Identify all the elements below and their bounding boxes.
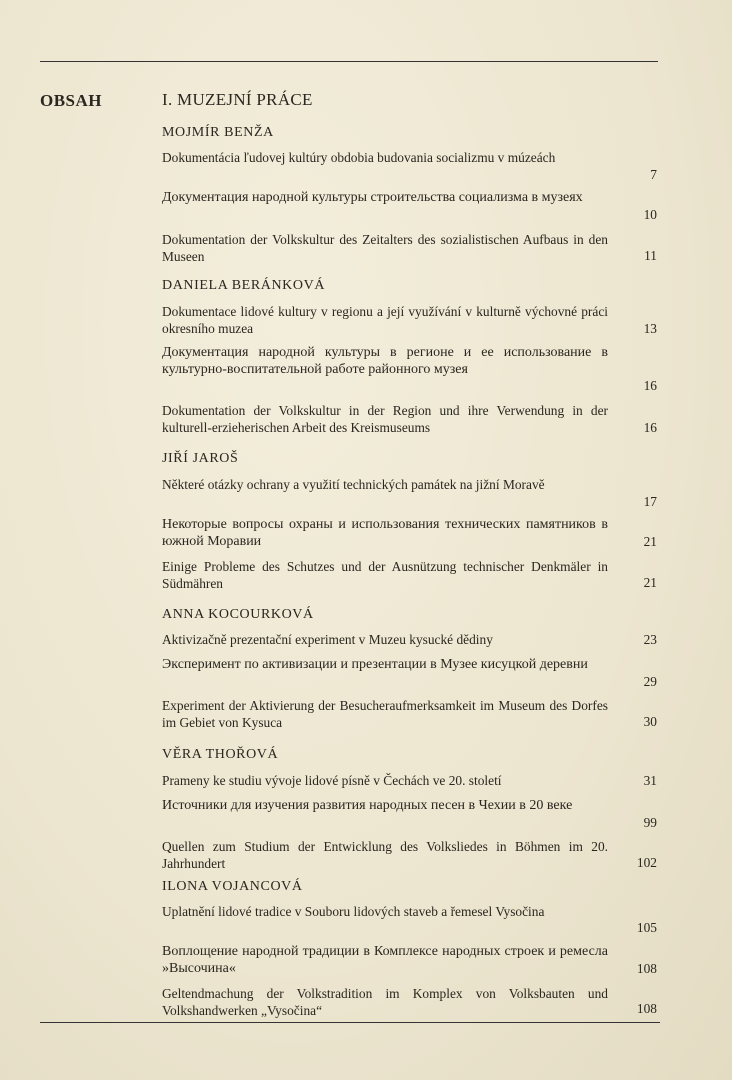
toc-entry-title: Документация народной культуры в регионе и ее использование в культурно-воспитательной работе районного музея [162,345,608,377]
toc-entry-title: Prameny ke studiu vývoje lidové písně v Čechách ve 20. století [162,773,502,788]
toc-entry-title: Aktivizačně prezentační experiment v Muzeu kysucké dědiny [162,632,493,647]
toc-entry-title: Dokumentation der Volkskultur des Zeitalters des sozialistischen Aufbaus in den Museen [162,232,608,264]
toc-entry-title: Geltendmachung der Volkstradition im Komplex von Volksbauten und Volkshandwerken „Vysočina“ [162,986,608,1018]
toc-entry-page: 16 [643,378,657,393]
toc-entry-title: Источники для изучения развития народных песен в Чехии в 20 веке [162,798,573,813]
toc-entry-page: 21 [643,534,657,549]
toc-entry-page: 99 [643,815,657,830]
toc-entry-page: 29 [643,674,657,689]
toc-entry-page: 11 [644,248,657,263]
toc-entry-page: 108 [636,1001,657,1016]
author-name: ANNA KOCOURKOVÁ [162,607,314,622]
toc-entry-title: Эксперимент по активизации и презентации в Музее кисуцкой деревни [162,657,588,672]
toc-entry-title: Dokumentace lidové kultury v regionu a její využívání v kulturně výchovné práci okresního muzea [162,304,608,336]
bottom-rule [40,1022,660,1023]
section-title: I. MUZEJNÍ PRÁCE [162,90,313,109]
author-name: DANIELA BERÁNKOVÁ [162,278,326,293]
toc-entry-title: Uplatnění lidové tradice v Souboru lidových staveb a řemesel Vysočina [162,904,545,919]
toc-entry-page: 21 [643,575,657,590]
toc-entry-title: Документация народной культуры строительства социализма в музеях [162,190,583,205]
toc-entry-page: 7 [650,167,657,182]
author-name: MOJMÍR BENŽA [162,125,274,140]
toc-entry-page: 31 [643,773,657,788]
toc-entry-page: 10 [643,207,657,222]
author-name: VĚRA THOŘOVÁ [162,747,279,762]
toc-entry-title: Experiment der Aktivierung der Besucheraufmerksamkeit im Museum des Dorfes im Gebiet von Kysuca [162,698,608,730]
toc-entry-page: 23 [643,632,657,647]
toc-label: OBSAH [40,91,103,110]
toc-entry-page: 108 [636,961,657,976]
toc-entry-title: Dokumentácia ľudovej kultúry obdobia budovania socializmu v múzeách [162,150,556,165]
toc-entry-title: Quellen zum Studium der Entwicklung des Volksliedes in Böhmen im 20. Jahrhundert [162,839,608,871]
toc-entry-title: Воплощение народной традиции в Комплексе народных строек и ремесла »Высочина« [162,944,608,976]
toc-entry-page: 102 [636,855,657,870]
toc-entry-page: 16 [643,420,657,435]
toc-entry-page: 30 [643,714,657,729]
toc-entry-title: Einige Probleme des Schutzes und der Ausnützung technischer Denkmäler in Südmähren [162,559,608,591]
top-rule [40,61,658,62]
author-name: ILONA VOJANCOVÁ [162,879,303,894]
toc-entry-title: Některé otázky ochrany a využití technických památek na jižní Moravě [162,477,545,492]
toc-entry-title: Некоторые вопросы охраны и использования технических памятников в южной Моравии [162,517,608,549]
toc-entry-page: 17 [643,494,657,509]
toc-entry-page: 105 [636,920,657,935]
toc-entry-page: 13 [643,321,657,336]
toc-entry-title: Dokumentation der Volkskultur in der Region und ihre Verwendung in der kulturell-erzieherischen Arbeit des Kreismuseums [162,403,608,435]
author-name: JIŘÍ JAROŠ [162,451,239,466]
